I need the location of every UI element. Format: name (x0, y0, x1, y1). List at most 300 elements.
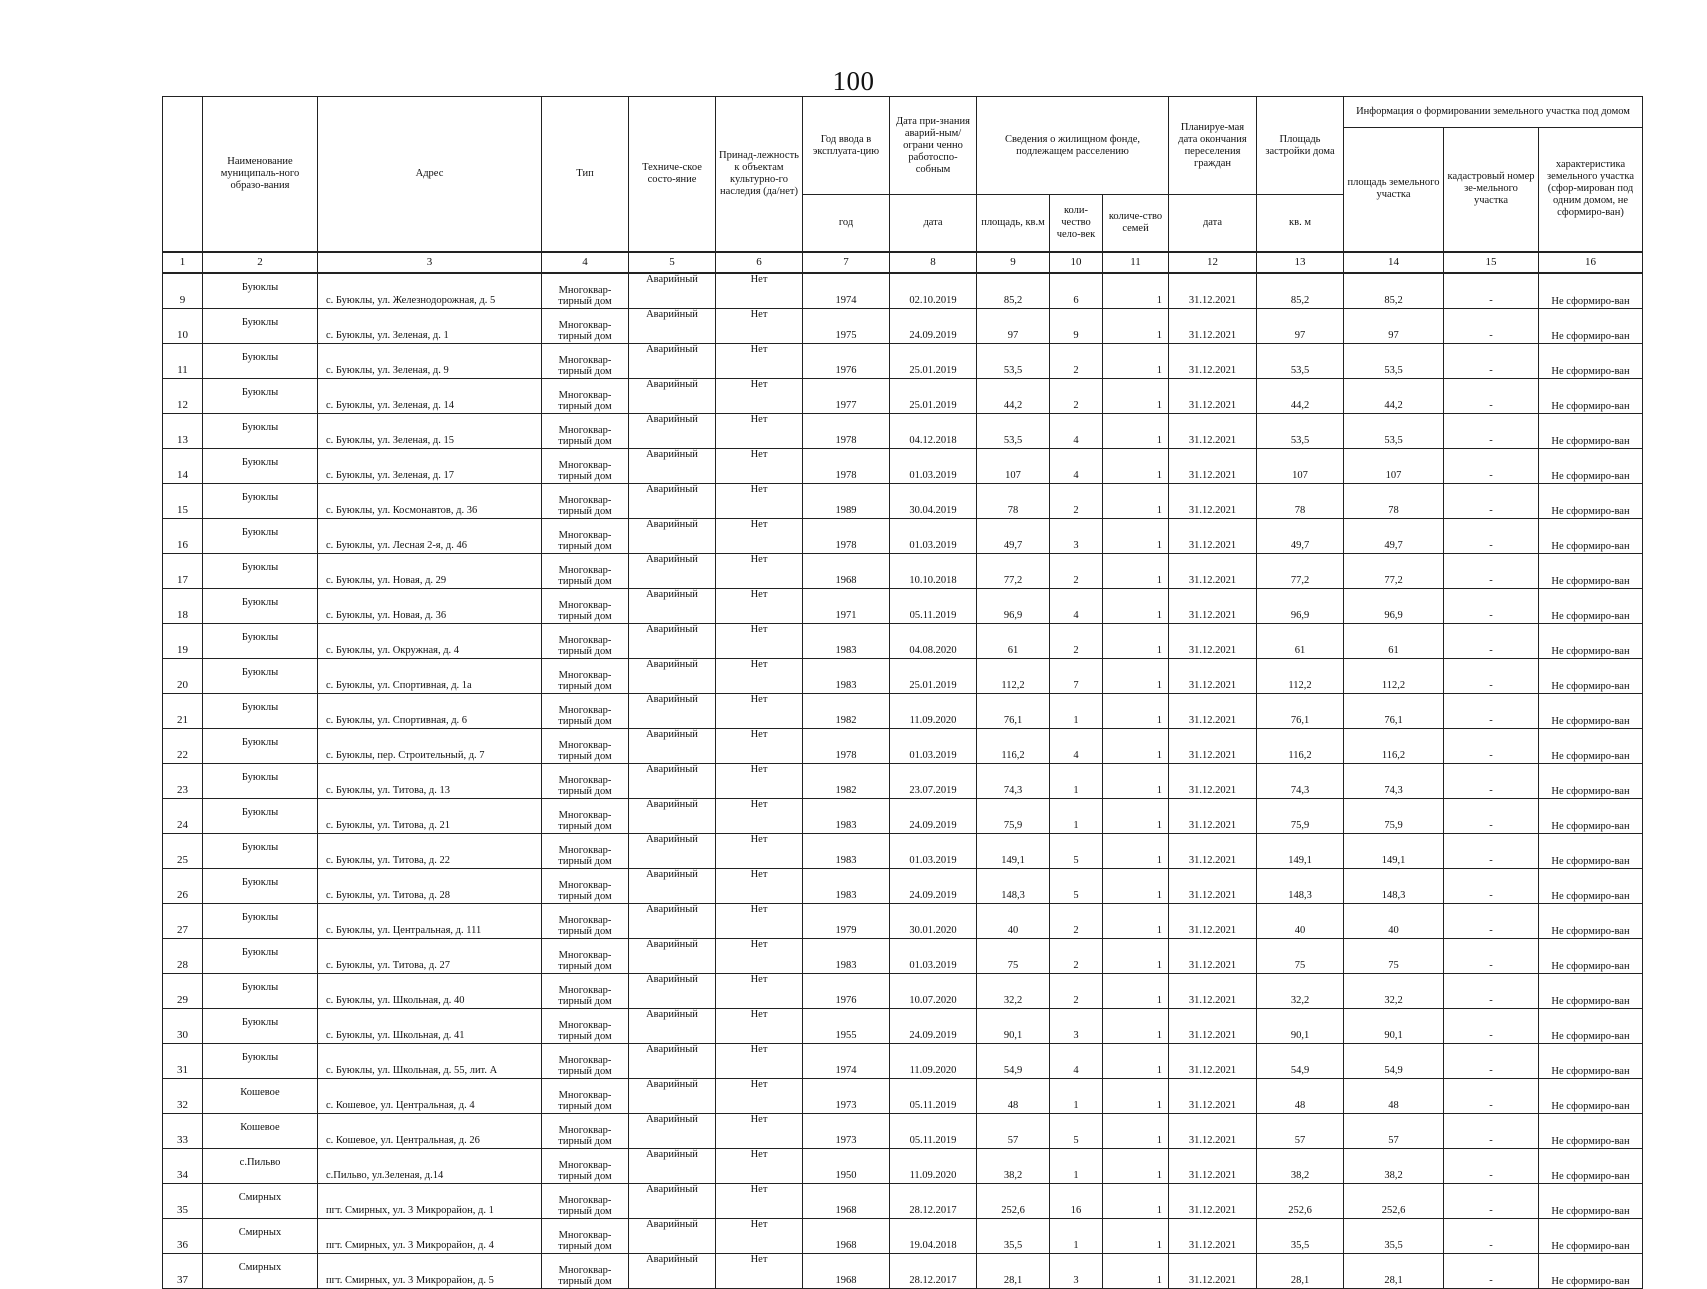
cell-date: 28.12.2017 (890, 1253, 977, 1288)
cell-year: 1973 (803, 1078, 890, 1113)
cell-row-number: 22 (163, 728, 203, 763)
cell-municipality: Кошевое (203, 1113, 318, 1148)
cell-row-number: 14 (163, 448, 203, 483)
cell-tech-state: Аварийный (629, 378, 716, 413)
cell-municipality: Буюклы (203, 448, 318, 483)
cell-building-area: 53,5 (1257, 343, 1344, 378)
cell-land-area: 61 (1344, 623, 1444, 658)
cell-date: 11.09.2020 (890, 693, 977, 728)
cell-address: с. Буюклы, ул. Школьная, д. 41 (318, 1008, 542, 1043)
cell-row-number: 19 (163, 623, 203, 658)
header-row-number (163, 97, 203, 252)
cell-people: 5 (1050, 868, 1103, 903)
cell-row-number: 27 (163, 903, 203, 938)
cell-date: 10.07.2020 (890, 973, 977, 1008)
cell-land-area: 53,5 (1344, 343, 1444, 378)
cell-families: 1 (1103, 518, 1169, 553)
cell-row-number: 26 (163, 868, 203, 903)
table-row (163, 973, 1643, 1008)
cell-area: 40 (977, 903, 1050, 938)
cell-people: 2 (1050, 343, 1103, 378)
cell-heritage: Нет (716, 973, 803, 1008)
cell-land-char: Не сформиро-ван (1539, 903, 1643, 938)
cell-date: 01.03.2019 (890, 728, 977, 763)
cell-address: с. Буюклы, ул. Зеленая, д. 14 (318, 378, 542, 413)
cell-land-area: 48 (1344, 1078, 1444, 1113)
cell-families: 1 (1103, 1113, 1169, 1148)
cell-address: с. Буюклы, ул. Спортивная, д. 1а (318, 658, 542, 693)
cell-families: 1 (1103, 798, 1169, 833)
cell-area: 38,2 (977, 1148, 1050, 1183)
column-number: 2 (203, 252, 318, 273)
cell-address: с. Буюклы, ул. Титова, д. 28 (318, 868, 542, 903)
cell-building-area: 49,7 (1257, 518, 1344, 553)
cell-people: 1 (1050, 1218, 1103, 1253)
cell-tech-state: Аварийный (629, 1078, 716, 1113)
cell-date: 01.03.2019 (890, 448, 977, 483)
cell-area: 35,5 (977, 1218, 1050, 1253)
cell-type: Многоквар-тирный дом (542, 343, 629, 378)
column-number: 7 (803, 252, 890, 273)
cell-year: 1983 (803, 658, 890, 693)
cell-year: 1983 (803, 798, 890, 833)
cell-area: 44,2 (977, 378, 1050, 413)
cell-date: 02.10.2019 (890, 273, 977, 309)
cell-land-char: Не сформиро-ван (1539, 308, 1643, 343)
table-row (163, 553, 1643, 588)
cell-plan-date: 31.12.2021 (1169, 518, 1257, 553)
header-land-area: площадь земельного участка (1344, 128, 1444, 252)
cell-building-area: 54,9 (1257, 1043, 1344, 1078)
cell-cadastral: - (1444, 588, 1539, 623)
cell-municipality: Буюклы (203, 518, 318, 553)
cell-date: 01.03.2019 (890, 518, 977, 553)
cell-address: с. Буюклы, пер. Строительный, д. 7 (318, 728, 542, 763)
cell-cadastral: - (1444, 1253, 1539, 1288)
header-address: Адрес (318, 97, 542, 252)
subheader-date: дата (890, 195, 977, 252)
cell-row-number: 32 (163, 1078, 203, 1113)
cell-area: 76,1 (977, 693, 1050, 728)
column-number: 16 (1539, 252, 1643, 273)
cell-cadastral: - (1444, 553, 1539, 588)
header-housing-group: Сведения о жилищном фонде, подлежащем расселению (977, 97, 1169, 195)
cell-year: 1968 (803, 553, 890, 588)
table-row (163, 1008, 1643, 1043)
cell-land-area: 75,9 (1344, 798, 1444, 833)
cell-area: 85,2 (977, 273, 1050, 309)
cell-families: 1 (1103, 448, 1169, 483)
table-row (163, 413, 1643, 448)
cell-row-number: 15 (163, 483, 203, 518)
cell-date: 05.11.2019 (890, 588, 977, 623)
cell-land-char: Не сформиро-ван (1539, 1183, 1643, 1218)
cell-building-area: 74,3 (1257, 763, 1344, 798)
cell-date: 11.09.2020 (890, 1148, 977, 1183)
cell-year: 1975 (803, 308, 890, 343)
cell-families: 1 (1103, 1218, 1169, 1253)
cell-type: Многоквар-тирный дом (542, 273, 629, 309)
cell-address: с. Буюклы, ул. Титова, д. 22 (318, 833, 542, 868)
cell-area: 74,3 (977, 763, 1050, 798)
cell-type: Многоквар-тирный дом (542, 1148, 629, 1183)
cell-area: 75,9 (977, 798, 1050, 833)
cell-address: с. Буюклы, ул. Зеленая, д. 9 (318, 343, 542, 378)
cell-land-char: Не сформиро-ван (1539, 273, 1643, 309)
cell-people: 3 (1050, 1008, 1103, 1043)
cell-plan-date: 31.12.2021 (1169, 343, 1257, 378)
cell-type: Многоквар-тирный дом (542, 728, 629, 763)
cell-heritage: Нет (716, 1043, 803, 1078)
cell-year: 1978 (803, 413, 890, 448)
cell-type: Многоквар-тирный дом (542, 1008, 629, 1043)
cell-families: 1 (1103, 658, 1169, 693)
cell-families: 1 (1103, 553, 1169, 588)
cell-families: 1 (1103, 833, 1169, 868)
cell-tech-state: Аварийный (629, 518, 716, 553)
cell-cadastral: - (1444, 273, 1539, 309)
cell-people: 2 (1050, 938, 1103, 973)
cell-plan-date: 31.12.2021 (1169, 728, 1257, 763)
cell-land-char: Не сформиро-ван (1539, 728, 1643, 763)
page-number: 100 (832, 66, 875, 96)
cell-heritage: Нет (716, 1148, 803, 1183)
cell-tech-state: Аварийный (629, 483, 716, 518)
header-land-group: Информация о формировании земельного участка под домом (1344, 97, 1643, 128)
cell-families: 1 (1103, 728, 1169, 763)
cell-building-area: 38,2 (1257, 1148, 1344, 1183)
cell-year: 1982 (803, 693, 890, 728)
column-number: 11 (1103, 252, 1169, 273)
cell-plan-date: 31.12.2021 (1169, 308, 1257, 343)
cell-year: 1983 (803, 938, 890, 973)
cell-year: 1950 (803, 1148, 890, 1183)
cell-date: 24.09.2019 (890, 1008, 977, 1043)
cell-area: 78 (977, 483, 1050, 518)
cell-municipality: Смирных (203, 1253, 318, 1288)
cell-tech-state: Аварийный (629, 343, 716, 378)
cell-people: 3 (1050, 518, 1103, 553)
cell-area: 49,7 (977, 518, 1050, 553)
column-number: 8 (890, 252, 977, 273)
cell-municipality: Буюклы (203, 623, 318, 658)
cell-land-area: 53,5 (1344, 413, 1444, 448)
cell-cadastral: - (1444, 973, 1539, 1008)
cell-row-number: 25 (163, 833, 203, 868)
cell-building-area: 57 (1257, 1113, 1344, 1148)
cell-type: Многоквар-тирный дом (542, 658, 629, 693)
cell-land-area: 44,2 (1344, 378, 1444, 413)
cell-families: 1 (1103, 1183, 1169, 1218)
cell-area: 32,2 (977, 973, 1050, 1008)
cell-date: 24.09.2019 (890, 798, 977, 833)
table-header (163, 97, 1643, 273)
column-number: 14 (1344, 252, 1444, 273)
cell-building-area: 90,1 (1257, 1008, 1344, 1043)
cell-row-number: 18 (163, 588, 203, 623)
cell-municipality: Буюклы (203, 483, 318, 518)
cell-municipality: Буюклы (203, 693, 318, 728)
cell-cadastral: - (1444, 413, 1539, 448)
cell-address: с. Буюклы, ул. Титова, д. 27 (318, 938, 542, 973)
cell-people: 2 (1050, 973, 1103, 1008)
cell-row-number: 9 (163, 273, 203, 309)
cell-people: 3 (1050, 1253, 1103, 1288)
cell-municipality: Буюклы (203, 763, 318, 798)
cell-people: 4 (1050, 1043, 1103, 1078)
cell-municipality: Буюклы (203, 378, 318, 413)
cell-cadastral: - (1444, 728, 1539, 763)
cell-type: Многоквар-тирный дом (542, 413, 629, 448)
cell-land-area: 90,1 (1344, 1008, 1444, 1043)
cell-people: 1 (1050, 693, 1103, 728)
cell-cadastral: - (1444, 518, 1539, 553)
cell-land-area: 35,5 (1344, 1218, 1444, 1253)
cell-year: 1983 (803, 623, 890, 658)
cell-plan-date: 31.12.2021 (1169, 1008, 1257, 1043)
cell-address: с. Буюклы, ул. Школьная, д. 55, лит. А (318, 1043, 542, 1078)
cell-address: пгт. Смирных, ул. 3 Микрорайон, д. 1 (318, 1183, 542, 1218)
cell-heritage: Нет (716, 343, 803, 378)
cell-date: 05.11.2019 (890, 1078, 977, 1113)
cell-land-area: 49,7 (1344, 518, 1444, 553)
cell-date: 25.01.2019 (890, 343, 977, 378)
subheader-people: коли-чество чело-век (1050, 195, 1103, 252)
cell-address: пгт. Смирных, ул. 3 Микрорайон, д. 5 (318, 1253, 542, 1288)
cell-municipality: Буюклы (203, 658, 318, 693)
cell-land-area: 96,9 (1344, 588, 1444, 623)
cell-land-area: 74,3 (1344, 763, 1444, 798)
cell-type: Многоквар-тирный дом (542, 938, 629, 973)
cell-land-area: 54,9 (1344, 1043, 1444, 1078)
cell-municipality: с.Пильво (203, 1148, 318, 1183)
cell-land-char: Не сформиро-ван (1539, 1008, 1643, 1043)
cell-tech-state: Аварийный (629, 273, 716, 309)
cell-building-area: 28,1 (1257, 1253, 1344, 1288)
cell-address: с. Буюклы, ул. Космонавтов, д. 36 (318, 483, 542, 518)
cell-tech-state: Аварийный (629, 1183, 716, 1218)
cell-cadastral: - (1444, 1218, 1539, 1253)
cell-people: 1 (1050, 763, 1103, 798)
cell-municipality: Кошевое (203, 1078, 318, 1113)
cell-type: Многоквар-тирный дом (542, 623, 629, 658)
cell-heritage: Нет (716, 938, 803, 973)
cell-land-char: Не сформиро-ван (1539, 483, 1643, 518)
cell-plan-date: 31.12.2021 (1169, 1113, 1257, 1148)
cell-building-area: 32,2 (1257, 973, 1344, 1008)
cell-date: 01.03.2019 (890, 833, 977, 868)
cell-municipality: Буюклы (203, 868, 318, 903)
cell-date: 30.04.2019 (890, 483, 977, 518)
cell-land-char: Не сформиро-ван (1539, 588, 1643, 623)
cell-year: 1977 (803, 378, 890, 413)
cell-type: Многоквар-тирный дом (542, 833, 629, 868)
cell-building-area: 148,3 (1257, 868, 1344, 903)
cell-land-char: Не сформиро-ван (1539, 623, 1643, 658)
subheader-area: площадь, кв.м (977, 195, 1050, 252)
cell-plan-date: 31.12.2021 (1169, 658, 1257, 693)
cell-land-area: 112,2 (1344, 658, 1444, 693)
cell-tech-state: Аварийный (629, 728, 716, 763)
cell-cadastral: - (1444, 623, 1539, 658)
cell-land-area: 77,2 (1344, 553, 1444, 588)
cell-year: 1976 (803, 973, 890, 1008)
table-row (163, 1148, 1643, 1183)
cell-land-char: Не сформиро-ван (1539, 413, 1643, 448)
cell-date: 04.12.2018 (890, 413, 977, 448)
cell-people: 5 (1050, 833, 1103, 868)
column-number: 3 (318, 252, 542, 273)
cell-cadastral: - (1444, 1043, 1539, 1078)
cell-families: 1 (1103, 763, 1169, 798)
cell-plan-date: 31.12.2021 (1169, 938, 1257, 973)
cell-cadastral: - (1444, 448, 1539, 483)
cell-families: 1 (1103, 868, 1169, 903)
cell-people: 1 (1050, 1078, 1103, 1113)
cell-land-char: Не сформиро-ван (1539, 1043, 1643, 1078)
cell-families: 1 (1103, 903, 1169, 938)
cell-building-area: 252,6 (1257, 1183, 1344, 1218)
cell-land-char: Не сформиро-ван (1539, 973, 1643, 1008)
cell-plan-date: 31.12.2021 (1169, 413, 1257, 448)
cell-municipality: Смирных (203, 1183, 318, 1218)
table-row (163, 1043, 1643, 1078)
cell-cadastral: - (1444, 1078, 1539, 1113)
table-row (163, 308, 1643, 343)
cell-land-area: 40 (1344, 903, 1444, 938)
cell-municipality: Буюклы (203, 1043, 318, 1078)
cell-year: 1978 (803, 518, 890, 553)
table-row (163, 693, 1643, 728)
cell-row-number: 16 (163, 518, 203, 553)
cell-land-char: Не сформиро-ван (1539, 798, 1643, 833)
cell-area: 107 (977, 448, 1050, 483)
header-cadastral: кадастровый номер зе-мельного участка (1444, 128, 1539, 252)
cell-row-number: 30 (163, 1008, 203, 1043)
cell-families: 1 (1103, 413, 1169, 448)
cell-address: с. Буюклы, ул. Зеленая, д. 17 (318, 448, 542, 483)
cell-type: Многоквар-тирный дом (542, 588, 629, 623)
cell-plan-date: 31.12.2021 (1169, 868, 1257, 903)
cell-address: с. Буюклы, ул. Титова, д. 13 (318, 763, 542, 798)
cell-building-area: 44,2 (1257, 378, 1344, 413)
cell-families: 1 (1103, 483, 1169, 518)
column-number: 12 (1169, 252, 1257, 273)
cell-area: 90,1 (977, 1008, 1050, 1043)
header-building-area: Площадь застройки дома (1257, 97, 1344, 195)
cell-row-number: 21 (163, 693, 203, 728)
cell-year: 1979 (803, 903, 890, 938)
cell-tech-state: Аварийный (629, 658, 716, 693)
cell-land-area: 107 (1344, 448, 1444, 483)
cell-heritage: Нет (716, 798, 803, 833)
cell-type: Многоквар-тирный дом (542, 518, 629, 553)
cell-land-area: 149,1 (1344, 833, 1444, 868)
table-row (163, 623, 1643, 658)
cell-land-area: 76,1 (1344, 693, 1444, 728)
cell-municipality: Буюклы (203, 903, 318, 938)
cell-type: Многоквар-тирный дом (542, 973, 629, 1008)
cell-area: 116,2 (977, 728, 1050, 763)
cell-address: пгт. Смирных, ул. 3 Микрорайон, д. 4 (318, 1218, 542, 1253)
cell-heritage: Нет (716, 308, 803, 343)
cell-land-area: 75 (1344, 938, 1444, 973)
cell-building-area: 77,2 (1257, 553, 1344, 588)
table-row (163, 1078, 1643, 1113)
column-number: 10 (1050, 252, 1103, 273)
cell-heritage: Нет (716, 693, 803, 728)
cell-tech-state: Аварийный (629, 1218, 716, 1253)
table-row (163, 378, 1643, 413)
table-row (163, 588, 1643, 623)
cell-plan-date: 31.12.2021 (1169, 273, 1257, 309)
cell-land-char: Не сформиро-ван (1539, 1148, 1643, 1183)
cell-land-char: Не сформиро-ван (1539, 1253, 1643, 1288)
cell-land-char: Не сформиро-ван (1539, 868, 1643, 903)
header-type: Тип (542, 97, 629, 252)
cell-tech-state: Аварийный (629, 553, 716, 588)
cell-heritage: Нет (716, 868, 803, 903)
cell-type: Многоквар-тирный дом (542, 553, 629, 588)
cell-plan-date: 31.12.2021 (1169, 378, 1257, 413)
cell-row-number: 10 (163, 308, 203, 343)
cell-land-char: Не сформиро-ван (1539, 833, 1643, 868)
cell-cadastral: - (1444, 798, 1539, 833)
cell-cadastral: - (1444, 658, 1539, 693)
cell-cadastral: - (1444, 1113, 1539, 1148)
cell-land-char: Не сформиро-ван (1539, 343, 1643, 378)
cell-building-area: 40 (1257, 903, 1344, 938)
cell-year: 1971 (803, 588, 890, 623)
cell-type: Многоквар-тирный дом (542, 448, 629, 483)
cell-row-number: 12 (163, 378, 203, 413)
cell-heritage: Нет (716, 1008, 803, 1043)
cell-date: 19.04.2018 (890, 1218, 977, 1253)
cell-date: 23.07.2019 (890, 763, 977, 798)
cell-year: 1968 (803, 1183, 890, 1218)
cell-address: с. Буюклы, ул. Новая, д. 36 (318, 588, 542, 623)
cell-year: 1976 (803, 343, 890, 378)
subheader-year: год (803, 195, 890, 252)
cell-people: 16 (1050, 1183, 1103, 1218)
cell-plan-date: 31.12.2021 (1169, 1043, 1257, 1078)
cell-families: 1 (1103, 973, 1169, 1008)
cell-land-area: 148,3 (1344, 868, 1444, 903)
cell-tech-state: Аварийный (629, 1043, 716, 1078)
cell-municipality: Буюклы (203, 588, 318, 623)
cell-land-area: 28,1 (1344, 1253, 1444, 1288)
cell-year: 1968 (803, 1218, 890, 1253)
cell-tech-state: Аварийный (629, 763, 716, 798)
cell-cadastral: - (1444, 938, 1539, 973)
cell-row-number: 23 (163, 763, 203, 798)
cell-land-char: Не сформиро-ван (1539, 693, 1643, 728)
cell-building-area: 61 (1257, 623, 1344, 658)
cell-area: 28,1 (977, 1253, 1050, 1288)
cell-date: 01.03.2019 (890, 938, 977, 973)
cell-tech-state: Аварийный (629, 308, 716, 343)
cell-area: 57 (977, 1113, 1050, 1148)
cell-plan-date: 31.12.2021 (1169, 693, 1257, 728)
cell-people: 4 (1050, 588, 1103, 623)
cell-families: 1 (1103, 308, 1169, 343)
cell-area: 48 (977, 1078, 1050, 1113)
cell-tech-state: Аварийный (629, 588, 716, 623)
table-row (163, 833, 1643, 868)
cell-area: 112,2 (977, 658, 1050, 693)
table-row (163, 1113, 1643, 1148)
cell-address: с. Буюклы, ул. Спортивная, д. 6 (318, 693, 542, 728)
